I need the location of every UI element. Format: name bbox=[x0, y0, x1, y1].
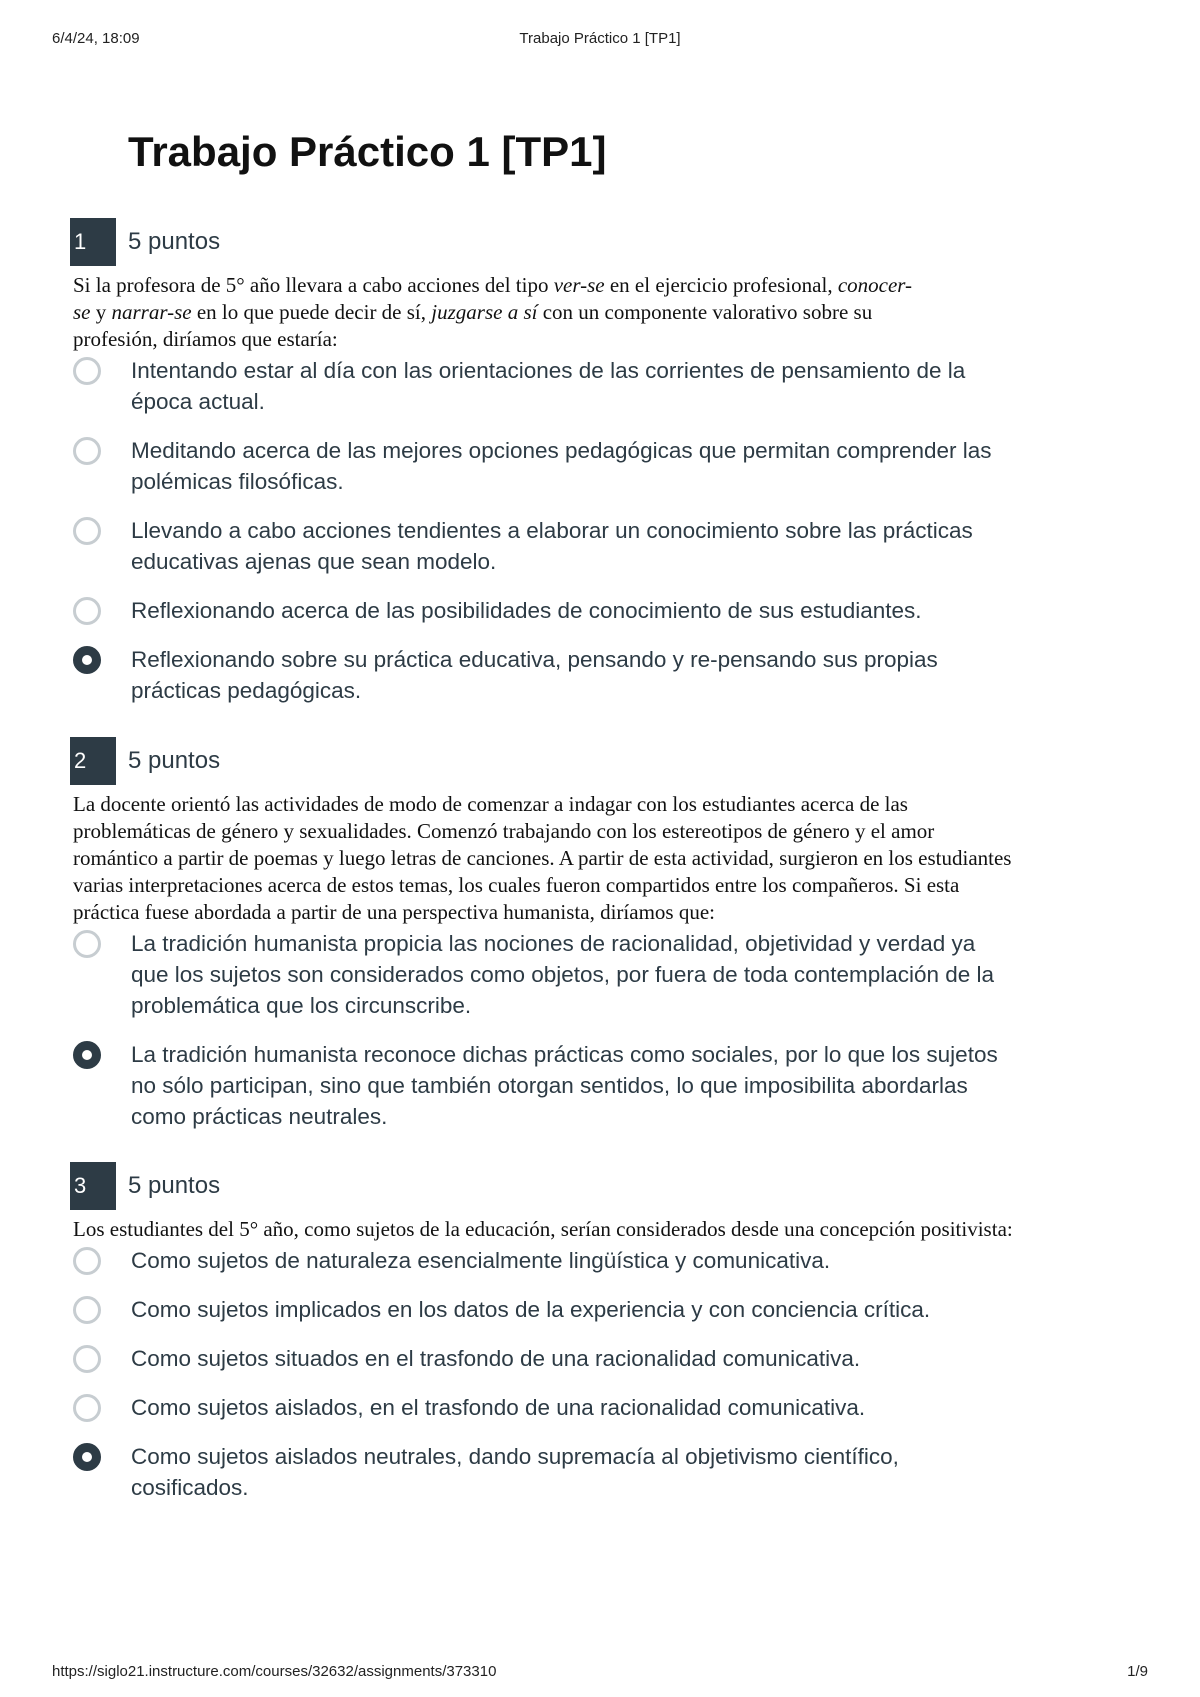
question-text-run: en lo que puede decir de sí, bbox=[191, 300, 432, 324]
answer-label: Llevando a cabo acciones tendientes a elaborar un conocimiento sobre las prácticas educativas ajenas que sean modelo. bbox=[131, 518, 973, 574]
radio-unselected-icon[interactable] bbox=[73, 517, 101, 545]
question-points: 5 puntos bbox=[128, 747, 221, 774]
answer-label: Como sujetos implicados en los datos de la experiencia y con conciencia crítica. bbox=[131, 1297, 931, 1322]
print-date: 6/4/24, 18:09 bbox=[52, 30, 140, 47]
answer-label: Como sujetos de naturaleza esencialmente lingüística y comunicativa. bbox=[131, 1248, 831, 1273]
answer-label: Como sujetos situados en el trasfondo de una racionalidad comunicativa. bbox=[131, 1346, 861, 1371]
print-url: https://siglo21.instructure.com/courses/32632/assignments/373310 bbox=[52, 1663, 497, 1680]
question-text bbox=[73, 1216, 1023, 1243]
radio-unselected-icon[interactable] bbox=[73, 357, 101, 385]
radio-unselected-icon[interactable] bbox=[73, 597, 101, 625]
answer-option[interactable] bbox=[70, 595, 1020, 626]
answer-option[interactable] bbox=[70, 644, 1020, 706]
question-text bbox=[73, 791, 1023, 926]
question-text-emphasis: narrar-se bbox=[111, 300, 192, 324]
answer-list bbox=[70, 355, 1020, 706]
print-document-title: Trabajo Práctico 1 [TP1] bbox=[519, 30, 681, 47]
answer-list bbox=[70, 1245, 1020, 1503]
question-text-run: Los estudiantes del 5° año, como sujetos de la educación, serían considerados desde una concepción positivista: bbox=[73, 1217, 1013, 1241]
question-1 bbox=[70, 218, 1020, 706]
answer-label: La tradición humanista reconoce dichas prácticas como sociales, por lo que los sujetos no sólo participan, sino que también otorgan sentidos, lo que imposibilita abordarlas como prácticas neutrales. bbox=[131, 1042, 998, 1129]
question-2 bbox=[70, 737, 1020, 1132]
question-number: 3 bbox=[70, 1162, 116, 1210]
answer-option[interactable] bbox=[70, 515, 1020, 577]
answer-option[interactable] bbox=[70, 1294, 1020, 1325]
question-text-emphasis: ver-se bbox=[553, 273, 605, 297]
question-header bbox=[70, 1162, 1020, 1210]
answer-option[interactable] bbox=[70, 1343, 1020, 1374]
question-text-emphasis: juzgarse a sí bbox=[431, 300, 538, 324]
answer-option[interactable] bbox=[70, 1392, 1020, 1423]
question-text-emphasis: conocer-se bbox=[73, 273, 913, 324]
radio-unselected-icon[interactable] bbox=[73, 437, 101, 465]
question-text bbox=[73, 272, 913, 353]
radio-unselected-icon[interactable] bbox=[73, 930, 101, 958]
question-points: 5 puntos bbox=[128, 228, 221, 255]
radio-unselected-icon[interactable] bbox=[73, 1247, 101, 1275]
question-text-run: en el ejercicio profesional, bbox=[604, 273, 838, 297]
answer-list bbox=[70, 928, 1020, 1132]
question-text-run: y bbox=[90, 300, 112, 324]
print-header bbox=[0, 30, 1200, 50]
answer-option[interactable] bbox=[70, 1245, 1020, 1276]
question-header bbox=[70, 737, 1020, 785]
answer-option[interactable] bbox=[70, 928, 1020, 1021]
question-text-run: La docente orientó las actividades de modo de comenzar a indagar con los estudiantes acerca de las problemáticas de género y sexualidades. Comenzó trabajando con los estereotipos de género y el amor romántico a partir de poemas y luego letras de canciones. A partir de esta actividad, surgieron en los estudiantes varias interpretaciones acerca de estos temas, los cuales fueron compartidos entre los compañeros. Si esta práctica fuese abordada a partir de una perspectiva humanista, diríamos que: bbox=[73, 792, 1012, 924]
print-page-number: 1/9 bbox=[1127, 1663, 1148, 1680]
answer-label: Como sujetos aislados neutrales, dando supremacía al objetivismo científico, cosificados. bbox=[131, 1444, 899, 1500]
answer-option[interactable] bbox=[70, 1039, 1020, 1132]
answer-option[interactable] bbox=[70, 1441, 1020, 1503]
question-header bbox=[70, 218, 1020, 266]
radio-unselected-icon[interactable] bbox=[73, 1394, 101, 1422]
answer-label: Meditando acerca de las mejores opciones pedagógicas que permitan comprender las polémicas filosóficas. bbox=[131, 438, 992, 494]
radio-unselected-icon[interactable] bbox=[73, 1296, 101, 1324]
radio-selected-icon[interactable] bbox=[73, 646, 101, 674]
answer-label: Intentando estar al día con las orientaciones de las corrientes de pensamiento de la época actual. bbox=[131, 358, 966, 414]
question-points: 5 puntos bbox=[128, 1172, 221, 1199]
question-number: 1 bbox=[70, 218, 116, 266]
question-number: 2 bbox=[70, 737, 116, 785]
radio-selected-icon[interactable] bbox=[73, 1443, 101, 1471]
answer-option[interactable] bbox=[70, 435, 1020, 497]
answer-option[interactable] bbox=[70, 355, 1020, 417]
answer-label: Reflexionando sobre su práctica educativa, pensando y re-pensando sus propias prácticas pedagógicas. bbox=[131, 647, 938, 703]
page-title: Trabajo Práctico 1 [TP1] bbox=[128, 128, 607, 175]
answer-label: La tradición humanista propicia las nociones de racionalidad, objetividad y verdad ya que los sujetos son considerados como objetos, por fuera de toda contemplación de la problemática que los circunscribe. bbox=[131, 931, 995, 1018]
answer-label: Como sujetos aislados, en el trasfondo de una racionalidad comunicativa. bbox=[131, 1395, 866, 1420]
question-3 bbox=[70, 1162, 1020, 1503]
radio-unselected-icon[interactable] bbox=[73, 1345, 101, 1373]
answer-label: Reflexionando acerca de las posibilidades de conocimiento de sus estudiantes. bbox=[131, 598, 922, 623]
question-text-run: con un componente valorativo sobre su profesión, diríamos que estaría: bbox=[73, 300, 873, 351]
question-text-run: Si la profesora de 5° año llevara a cabo acciones del tipo bbox=[73, 273, 554, 297]
radio-selected-icon[interactable] bbox=[73, 1041, 101, 1069]
